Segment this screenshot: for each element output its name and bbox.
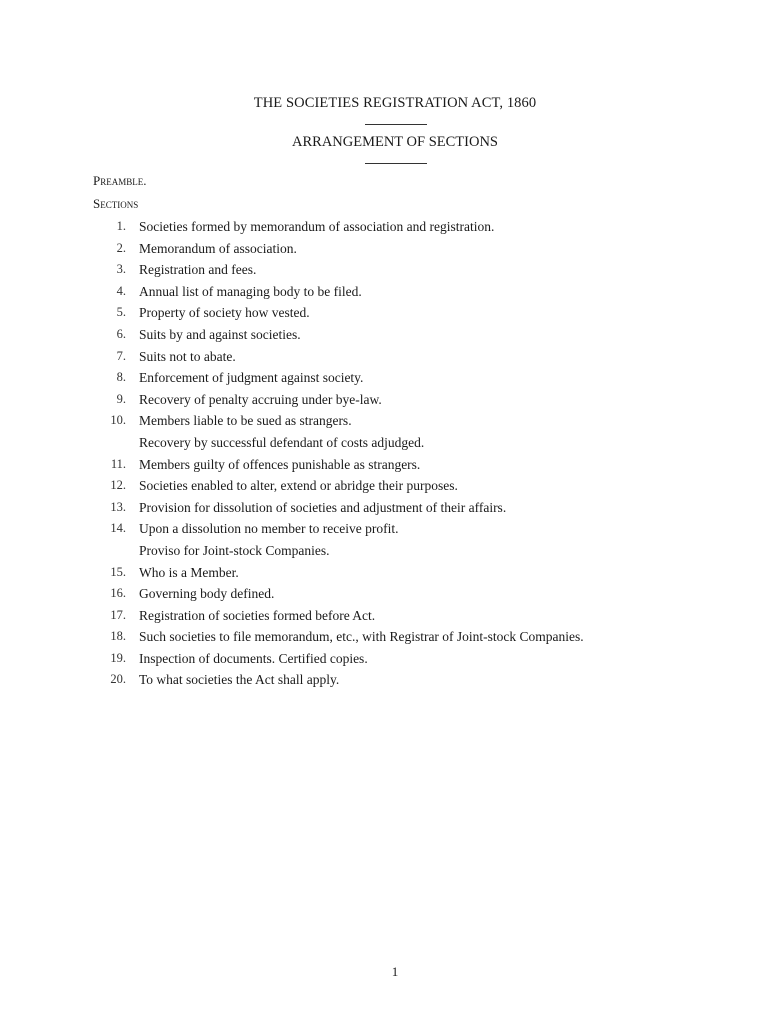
toc-entry-text: Inspection of documents. Certified copies. bbox=[139, 650, 368, 666]
toc-entry-number: 14. bbox=[110, 521, 126, 536]
toc-entry-text: Such societies to file memorandum, etc., with Registrar of Joint-stock Companies. bbox=[139, 629, 584, 645]
toc-entry-text: Proviso for Joint-stock Companies. bbox=[139, 542, 330, 558]
preamble-label: Preamble. bbox=[93, 173, 147, 188]
toc-entry-text: Annual list of managing body to be filed. bbox=[139, 283, 362, 299]
toc-entry bbox=[0, 432, 768, 454]
toc-entry-number: 1. bbox=[116, 219, 126, 233]
toc-entry-text: To what societies the Act shall apply. bbox=[139, 672, 340, 688]
document-title: THE SOCIETIES REGISTRATION ACT, 1860 bbox=[253, 95, 537, 111]
toc-entry bbox=[0, 389, 768, 411]
toc-entry-text: Registration and fees. bbox=[139, 262, 257, 278]
toc-entry bbox=[0, 324, 768, 346]
toc-entry-number: 11. bbox=[110, 456, 126, 471]
toc-entry-text: Property of society how vested. bbox=[139, 305, 310, 321]
toc-entry bbox=[0, 454, 768, 476]
toc-entry-text: Societies enabled to alter, extend or abridge their purposes. bbox=[139, 478, 458, 494]
title-rule bbox=[365, 124, 427, 125]
toc-entry-text: Societies formed by memorandum of association and registration. bbox=[139, 219, 495, 234]
toc-entry bbox=[0, 669, 768, 691]
toc-entry-text: Provision for dissolution of societies and adjustment of their affairs. bbox=[139, 499, 507, 515]
toc-entry-text: Memorandum of association. bbox=[139, 240, 297, 256]
toc-entry bbox=[0, 540, 768, 562]
toc-entry-text: Recovery by successful defendant of costs adjudged. bbox=[139, 434, 425, 450]
toc-entry bbox=[0, 518, 768, 540]
toc-entry bbox=[0, 238, 768, 260]
toc-entry-number: 18. bbox=[110, 629, 126, 644]
toc-entry-number: 17. bbox=[110, 607, 126, 622]
toc-entry bbox=[0, 410, 768, 432]
toc-entry-number: 4. bbox=[116, 283, 126, 298]
toc-entry-number: 12. bbox=[110, 478, 126, 493]
toc-entry-number: 20. bbox=[110, 672, 126, 687]
toc-entry-number: 3. bbox=[116, 262, 126, 277]
toc-entry bbox=[0, 497, 768, 519]
toc-entry bbox=[0, 583, 768, 605]
toc-entry-number: 7. bbox=[116, 348, 126, 363]
toc-entry-number: 13. bbox=[110, 499, 126, 514]
toc-entry bbox=[0, 281, 768, 303]
toc-entry-text: Suits not to abate. bbox=[139, 348, 236, 364]
toc-entry-text: Enforcement of judgment against society. bbox=[139, 370, 364, 386]
toc-entry-number: 16. bbox=[110, 586, 126, 601]
toc-entry-number: 9. bbox=[116, 391, 126, 406]
toc-entry-text: Recovery of penalty accruing under bye-law. bbox=[139, 391, 382, 407]
toc-entry bbox=[0, 367, 768, 389]
toc-entry bbox=[0, 475, 768, 497]
toc-entry bbox=[0, 216, 768, 238]
toc-entry-text: Who is a Member. bbox=[139, 564, 239, 580]
sections-label: Sections bbox=[93, 196, 139, 211]
toc-entry-number: 10. bbox=[110, 413, 126, 428]
toc-entry-number: 5. bbox=[116, 305, 126, 320]
toc-entry-number: 19. bbox=[110, 650, 126, 665]
toc-entry-text: Upon a dissolution no member to receive profit. bbox=[139, 521, 399, 537]
page-number: 1 bbox=[391, 964, 399, 979]
toc-entry-text: Suits by and against societies. bbox=[139, 326, 301, 342]
toc-entry-number: 8. bbox=[116, 370, 126, 385]
toc-entry-text: Members liable to be sued as strangers. bbox=[139, 413, 352, 429]
toc-entry-number: 15. bbox=[110, 564, 126, 579]
toc-entry bbox=[0, 259, 768, 281]
toc-entry bbox=[0, 605, 768, 627]
subtitle-rule bbox=[365, 163, 427, 164]
toc-entry-number: 6. bbox=[116, 326, 126, 341]
sections-list bbox=[0, 216, 768, 691]
toc-entry-number: 2. bbox=[116, 240, 126, 255]
toc-entry bbox=[0, 562, 768, 584]
document-subtitle: ARRANGEMENT OF SECTIONS bbox=[292, 134, 498, 150]
toc-entry-text: Registration of societies formed before Act. bbox=[139, 607, 376, 623]
toc-entry bbox=[0, 302, 768, 324]
toc-entry bbox=[0, 626, 768, 648]
toc-entry-text: Members guilty of offences punishable as strangers. bbox=[139, 456, 421, 472]
toc-entry bbox=[0, 346, 768, 368]
toc-entry bbox=[0, 648, 768, 670]
toc-entry-text: Governing body defined. bbox=[139, 586, 275, 602]
